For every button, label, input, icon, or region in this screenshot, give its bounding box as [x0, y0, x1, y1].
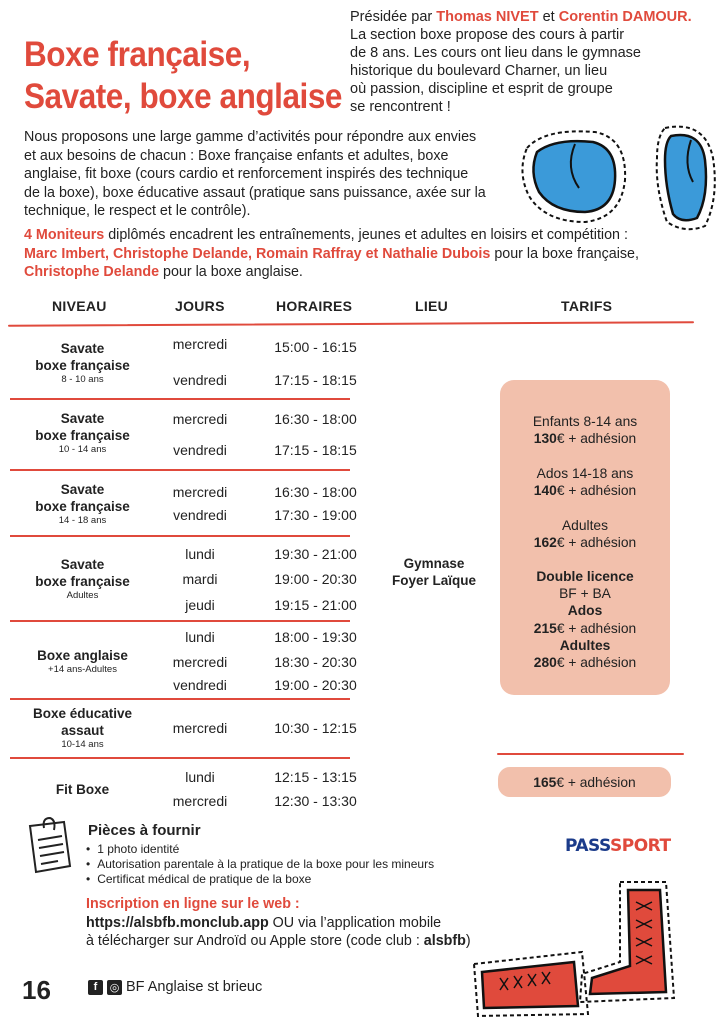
boxing-gloves-icon: [515, 118, 720, 238]
group-horaire: 18:30 - 20:30: [274, 654, 357, 670]
facebook-icon[interactable]: f: [88, 980, 103, 995]
group-jour: vendredi: [173, 507, 227, 523]
row-divider: [10, 469, 350, 471]
row-divider: [10, 398, 350, 400]
list-item: • Certificat médical de pratique de la boxe: [86, 872, 434, 887]
tarif-double-licence: Double licence BF + BA Ados 215€ + adhésion Adultes 280€ + adhésion: [533, 569, 637, 671]
group-horaire: 12:30 - 13:30: [274, 793, 357, 809]
header-jours: JOURS: [175, 298, 225, 314]
group-niveau: Savate boxe française Adultes: [35, 557, 130, 601]
president-2: Corentin DAMOUR.: [558, 9, 692, 25]
group-jour: vendredi: [173, 442, 227, 458]
social-footer: [88, 979, 262, 995]
group-jour: mercredi: [172, 336, 228, 352]
page-number: 16: [22, 975, 51, 1005]
group-jour: mardi: [182, 571, 218, 587]
inscription-text: https://alsbfb.monclub.app OU via l’application mobile à télécharger sur Androïd ou Apple store (code club : alsbfb): [86, 915, 471, 949]
group-horaire: 15:00 - 16:15: [274, 339, 357, 355]
intro-paragraph: Nous proposons une large gamme d’activités pour répondre aux envies et aux besoins de chacun : Boxe française enfants et adultes, boxe anglaise, fit boxe (cours cardio et renforcement inspirés des technique de la boxe), boxe éducative assaut (pratique sans puissance, axée sur la technique, le respect et le contrôle).: [24, 129, 486, 219]
group-jour: mercredi: [172, 793, 228, 809]
social-handle: BF Anglaise st brieuc: [126, 979, 263, 995]
instagram-icon[interactable]: ◎: [107, 980, 122, 995]
lieu-gymnase: Gymnase Foyer Laïque: [391, 556, 477, 588]
group-horaire: 19:00 - 20:30: [274, 571, 357, 587]
row-divider: [10, 757, 350, 759]
list-item: • 1 photo identité: [86, 842, 434, 857]
tarif-divider: [497, 753, 684, 755]
header-horaires: HORAIRES: [276, 298, 353, 314]
group-niveau: Savate boxe française 10 - 14 ans: [35, 411, 130, 455]
header-divider: [8, 321, 694, 327]
presidency-text: Présidée par Thomas NIVET et Corentin DAMOUR. La section boxe propose des cours à partir de 8 ans. Les cours ont lieu dans le gymnase historique du boulevard Charner, un lieu où passion, discipline et esprit de groupe se rencontrent !: [350, 9, 692, 115]
group-jour: vendredi: [173, 372, 227, 388]
row-divider: [10, 620, 350, 622]
header-lieu: LIEU: [415, 298, 449, 314]
group-niveau: Boxe éducative assaut 10-14 ans: [32, 706, 133, 750]
group-jour: lundi: [185, 546, 215, 562]
group-niveau: Fit Boxe: [55, 782, 110, 797]
group-niveau: Savate boxe française 14 - 18 ans: [35, 482, 130, 526]
page-title: Boxe française, Savate, boxe anglaise: [24, 35, 342, 116]
list-item: • Autorisation parentale à la pratique de la boxe pour les mineurs: [86, 857, 434, 872]
header-niveau: NIVEAU: [52, 298, 107, 314]
group-jour: lundi: [185, 629, 215, 645]
tarif-enfants: Enfants 8-14 ans 130€ + adhésion: [532, 414, 638, 447]
group-horaire: 10:30 - 12:15: [274, 720, 357, 736]
group-jour: vendredi: [173, 677, 227, 693]
group-jour: mercredi: [172, 654, 228, 670]
group-horaire: 19:00 - 20:30: [274, 677, 357, 693]
moniteurs-paragraph: 4 Moniteurs diplômés encadrent les entraînements, jeunes et adultes en loisirs et compétition : Marc Imbert, Christophe Delande, Romain Raffray et Nathalie Dubois pour la boxe française, Christophe Delande pour la boxe anglaise.: [24, 227, 639, 280]
row-divider: [10, 535, 350, 537]
group-niveau: Boxe anglaise +14 ans-Adultes: [37, 648, 128, 675]
group-horaire: 18:00 - 19:30: [274, 629, 357, 645]
tarif-adultes: Adultes 162€ + adhésion: [533, 518, 637, 551]
tarif-fit: 165€ + adhésion: [533, 775, 636, 790]
group-horaire: 17:15 - 18:15: [274, 372, 357, 388]
group-niveau: Savate boxe française 8 - 10 ans: [35, 341, 130, 385]
group-horaire: 12:15 - 13:15: [274, 769, 357, 785]
group-jour: mercredi: [172, 411, 228, 427]
group-jour: lundi: [185, 769, 215, 785]
group-horaire: 19:15 - 21:00: [274, 597, 357, 613]
president-1: Thomas NIVET: [436, 9, 539, 25]
group-horaire: 16:30 - 18:00: [274, 411, 357, 427]
clipboard-icon: [24, 816, 76, 876]
row-divider: [10, 698, 350, 700]
group-horaire: 19:30 - 21:00: [274, 546, 357, 562]
pass-sport-logo: PASSSPORT: [565, 836, 671, 856]
tarif-ados: Ados 14-18 ans 140€ + adhésion: [533, 466, 637, 499]
group-jour: mercredi: [172, 720, 228, 736]
header-tarifs: TARIFS: [561, 298, 613, 314]
pieces-list: [86, 842, 434, 887]
group-horaire: 16:30 - 18:00: [274, 484, 357, 500]
group-jour: mercredi: [172, 484, 228, 500]
pieces-title: Pièces à fournir: [88, 822, 201, 839]
inscription-link[interactable]: https://alsbfb.monclub.app: [86, 915, 269, 931]
group-jour: jeudi: [185, 597, 215, 613]
group-horaire: 17:15 - 18:15: [274, 442, 357, 458]
boxing-boots-icon: [470, 878, 700, 1018]
inscription-title: Inscription en ligne sur le web :: [86, 896, 300, 912]
group-horaire: 17:30 - 19:00: [274, 507, 357, 523]
